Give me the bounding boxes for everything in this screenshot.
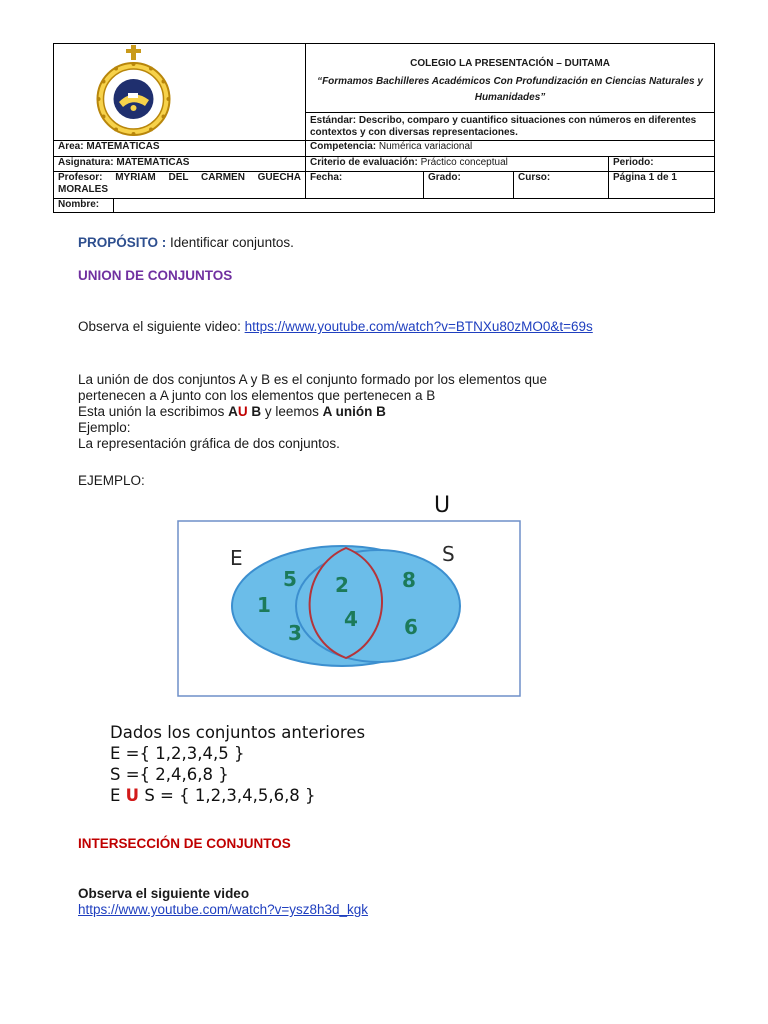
repr-line: La representación gráfica de dos conjuntos.	[78, 436, 340, 451]
e-only-element: 5	[283, 567, 297, 591]
union-result	[110, 785, 365, 806]
proposito-text: Identificar conjuntos.	[166, 235, 294, 250]
video2-text: Observa el siguiente video	[78, 886, 250, 901]
definition-paragraph	[78, 372, 547, 452]
def-line-3-mid: y leemos	[261, 404, 323, 419]
set-s-label: S	[442, 542, 455, 566]
video1-link[interactable]: https://www.youtube.com/watch?v=BTNXu80zMO0&t=69s	[244, 319, 593, 334]
proposito-label: PROPÓSITO :	[78, 235, 167, 250]
estandar-cell	[306, 113, 715, 141]
nombre-value-cell[interactable]	[114, 199, 715, 213]
union-result-pre: E	[110, 786, 126, 805]
criterio-value: Práctico conceptual	[417, 157, 508, 168]
def-union-symbol: U	[237, 404, 248, 419]
universe-label: U	[434, 493, 451, 518]
sets-block	[110, 722, 365, 806]
fecha-cell: Fecha:	[306, 172, 424, 199]
video1-text: Observa el siguiente video:	[78, 319, 245, 334]
video1-line	[78, 319, 593, 335]
pagina-cell: Página 1 de 1	[609, 172, 715, 199]
intersection-title: INTERSECCIÓN DE CONJUNTOS	[78, 836, 291, 851]
ejemplo-line: Ejemplo:	[78, 420, 131, 435]
def-line-1: La unión de dos conjuntos A y B es el conjunto formado por los elementos que	[78, 372, 548, 387]
def-line-3-pre: Esta unión la escribimos	[78, 404, 229, 419]
competencia-value: Numérica variacional	[376, 141, 473, 152]
def-set-b: B	[247, 404, 262, 419]
def-line-3	[78, 404, 547, 420]
video2-block	[78, 886, 368, 918]
venn-diagram	[170, 488, 526, 700]
nombre-label-cell: Nombre:	[54, 199, 114, 213]
video2-link[interactable]: https://www.youtube.com/watch?v=ysz8h3d_kgk	[78, 902, 369, 917]
estandar-text: Describo, comparo y cuantifico situaciones con números en diferentes contextos y con diversas representaciones.	[310, 115, 697, 138]
estandar-label: Estándar:	[310, 115, 357, 126]
set-e-definition: E ={ 1,2,3,4,5 }	[110, 744, 245, 763]
curso-cell: Curso:	[514, 172, 609, 199]
periodo-cell: Periodo:	[609, 157, 715, 172]
def-line-2: pertenecen a A junto con los elementos que pertenecen a B	[78, 388, 436, 403]
proposito-line	[78, 235, 294, 251]
logo-cell	[54, 44, 306, 141]
criterio-cell	[306, 157, 609, 172]
school-title-cell	[306, 44, 715, 113]
e-only-element: 3	[288, 621, 302, 645]
school-name: COLEGIO LA PRESENTACIÓN – DUITAMA	[410, 58, 610, 69]
intersection-element: 4	[344, 607, 358, 631]
sets-intro: Dados los conjuntos anteriores	[110, 723, 366, 742]
union-result-symbol: U	[125, 786, 140, 805]
ejemplo-caps: EJEMPLO:	[78, 473, 145, 488]
grado-cell: Grado:	[424, 172, 514, 199]
def-set-a: A	[228, 404, 238, 419]
school-seal-logo	[91, 44, 177, 140]
set-e-label: E	[230, 546, 243, 570]
header-table	[53, 43, 715, 213]
area-cell: Área: MATEMÁTICAS	[54, 141, 306, 157]
competencia-cell	[306, 141, 715, 157]
e-only-element: 1	[257, 593, 271, 617]
criterio-label: Criterio de evaluación:	[310, 157, 418, 168]
profesor-cell: Profesor: MYRIAM DEL CARMEN GUECHA MORALES	[54, 172, 306, 199]
def-read-as: A unión B	[322, 404, 386, 419]
set-s-definition: S ={ 2,4,6,8 }	[110, 765, 229, 784]
asignatura-cell: Asignatura: MATEMÁTICAS	[54, 157, 306, 172]
intersection-element: 2	[335, 573, 349, 597]
s-only-element: 6	[404, 615, 418, 639]
s-only-element: 8	[402, 568, 416, 592]
school-motto: “Formamos Bachilleres Académicos Con Profundización en Ciencias Naturales y Humanidades”	[317, 76, 703, 103]
union-title: UNION DE CONJUNTOS	[78, 268, 233, 283]
union-result-post: S = { 1,2,3,4,5,6,8 }	[139, 786, 316, 805]
competencia-label: Competencia:	[310, 141, 377, 152]
